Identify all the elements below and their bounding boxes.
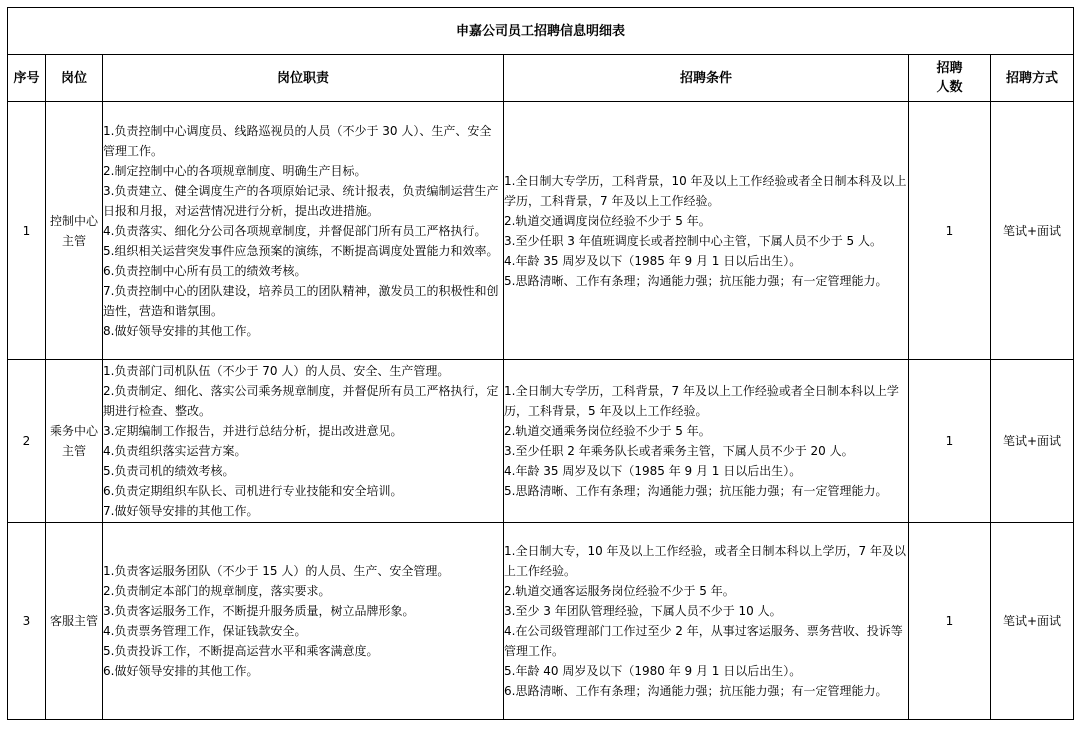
header-duties: 岗位职责 bbox=[103, 55, 504, 102]
duty-line: 3.负责客运服务工作，不断提升服务质量，树立品牌形象。 bbox=[103, 604, 415, 618]
duty-line: 6.做好领导安排的其他工作。 bbox=[103, 664, 259, 678]
duty-line: 4.负责组织落实运营方案。 bbox=[103, 444, 247, 458]
header-requirements: 招聘条件 bbox=[504, 55, 909, 102]
row-position: 客服主管 bbox=[46, 523, 103, 720]
requirement-line: 3.至少任职 3 年值班调度长或者控制中心主管，下属人员不少于 5 人。 bbox=[504, 233, 882, 248]
requirement-line: 5.年龄 40 周岁及以下（1980 年 9 月 1 日以后出生）。 bbox=[504, 664, 802, 678]
header-method: 招聘方式 bbox=[991, 55, 1074, 102]
requirement-line: 3.至少任职 2 年乘务队长或者乘务主管，下属人员不少于 20 人。 bbox=[504, 444, 854, 458]
requirement-line: 3.至少 3 年团队管理经验，下属人员不少于 10 人。 bbox=[504, 604, 782, 618]
duty-line: 6.负责定期组织车队长、司机进行专业技能和安全培训。 bbox=[103, 484, 403, 498]
requirement-line: 4.在公司级管理部门工作过至少 2 年，从事过客运服务、票务营收、投诉等管理工作。 bbox=[504, 624, 903, 658]
recruitment-table bbox=[7, 7, 1074, 720]
requirement-line: 6.思路清晰、工作有条理；沟通能力强；抗压能力强；有一定管理能力。 bbox=[504, 684, 888, 698]
duty-line: 2.负责制定、细化、落实公司乘务规章制度，并督促所有员工严格执行，定期进行检查、整改。 bbox=[103, 384, 499, 418]
table-row bbox=[8, 360, 1074, 523]
row-requirements bbox=[504, 360, 909, 523]
duty-line: 1.负责控制中心调度员、线路巡视员的人员（不少于 30 人）、生产、安全管理工作。 bbox=[103, 123, 492, 158]
header-row bbox=[8, 55, 1074, 102]
duty-line: 8.做好领导安排的其他工作。 bbox=[103, 323, 259, 338]
duty-line: 1.负责部门司机队伍（不少于 70 人）的人员、安全、生产管理。 bbox=[103, 364, 450, 378]
row-seq: 1 bbox=[8, 102, 46, 360]
duty-line: 4.负责票务管理工作，保证钱款安全。 bbox=[103, 624, 307, 638]
duty-line: 5.负责司机的绩效考核。 bbox=[103, 464, 235, 478]
row-position: 控制中心主管 bbox=[46, 102, 103, 360]
requirement-line: 4.年龄 35 周岁及以下（1985 年 9 月 1 日以后出生）。 bbox=[504, 464, 802, 478]
requirement-line: 2.轨道交通调度岗位经验不少于 5 年。 bbox=[504, 213, 711, 228]
duty-line: 3.负责建立、健全调度生产的各项原始记录、统计报表，负责编制运营生产日报和月报，对运营情况进行分析，提出改进措施。 bbox=[103, 183, 499, 218]
header-position: 岗位 bbox=[46, 55, 103, 102]
requirement-line: 5.思路清晰、工作有条理；沟通能力强；抗压能力强；有一定管理能力。 bbox=[504, 484, 888, 498]
header-count-line1: 招聘 bbox=[936, 61, 963, 76]
table-row bbox=[8, 523, 1074, 720]
requirement-line: 1.全日制大专学历，工科背景，7 年及以上工作经验或者全日制本科以上学历，工科背景，5 年及以上工作经验。 bbox=[504, 384, 899, 418]
row-seq: 2 bbox=[8, 360, 46, 523]
table-title: 申嘉公司员工招聘信息明细表 bbox=[8, 8, 1074, 55]
row-count: 1 bbox=[909, 102, 991, 360]
row-count: 1 bbox=[909, 523, 991, 720]
duty-line: 2.负责制定本部门的规章制度，落实要求。 bbox=[103, 584, 331, 598]
duty-line: 2.制定控制中心的各项规章制度、明确生产目标。 bbox=[103, 163, 367, 178]
row-method: 笔试+面试 bbox=[991, 102, 1074, 360]
duty-line: 7.负责控制中心的团队建设，培养员工的团队精神，激发员工的积极性和创造性，营造和谐氛围。 bbox=[103, 283, 499, 318]
requirement-line: 5.思路清晰、工作有条理；沟通能力强；抗压能力强；有一定管理能力。 bbox=[504, 273, 888, 288]
requirement-line: 1.全日制大专，10 年及以上工作经验，或者全日制本科以上学历，7 年及以上工作经验。 bbox=[504, 544, 906, 578]
duty-line: 5.负责投诉工作，不断提高运营水平和乘客满意度。 bbox=[103, 644, 379, 658]
row-count: 1 bbox=[909, 360, 991, 523]
row-duties bbox=[103, 360, 504, 523]
requirement-line: 1.全日制大专学历，工科背景，10 年及以上工作经验或者全日制本科及以上学历，工科背景，7 年及以上工作经验。 bbox=[504, 173, 907, 208]
duty-line: 4.负责落实、细化分公司各项规章制度，并督促部门所有员工严格执行。 bbox=[103, 223, 487, 238]
row-seq: 3 bbox=[8, 523, 46, 720]
header-seq: 序号 bbox=[8, 55, 46, 102]
row-duties bbox=[103, 523, 504, 720]
table-row bbox=[8, 102, 1074, 360]
duty-line: 7.做好领导安排的其他工作。 bbox=[103, 504, 259, 518]
row-duties bbox=[103, 102, 504, 360]
requirement-line: 2.轨道交通客运服务岗位经验不少于 5 年。 bbox=[504, 584, 735, 598]
row-requirements bbox=[504, 102, 909, 360]
requirement-line: 2.轨道交通乘务岗位经验不少于 5 年。 bbox=[504, 424, 711, 438]
header-count-line2: 人数 bbox=[936, 80, 963, 95]
duty-line: 5.组织相关运营突发事件应急预案的演练，不断提高调度处置能力和效率。 bbox=[103, 243, 499, 258]
requirement-line: 4.年龄 35 周岁及以下（1985 年 9 月 1 日以后出生）。 bbox=[504, 253, 802, 268]
duty-line: 1.负责客运服务团队（不少于 15 人）的人员、生产、安全管理。 bbox=[103, 564, 450, 578]
row-requirements bbox=[504, 523, 909, 720]
row-method: 笔试+面试 bbox=[991, 360, 1074, 523]
row-position: 乘务中心主管 bbox=[46, 360, 103, 523]
row-method: 笔试+面试 bbox=[991, 523, 1074, 720]
duty-line: 6.负责控制中心所有员工的绩效考核。 bbox=[103, 263, 307, 278]
header-count bbox=[909, 55, 991, 102]
duty-line: 3.定期编制工作报告，并进行总结分析，提出改进意见。 bbox=[103, 424, 403, 438]
